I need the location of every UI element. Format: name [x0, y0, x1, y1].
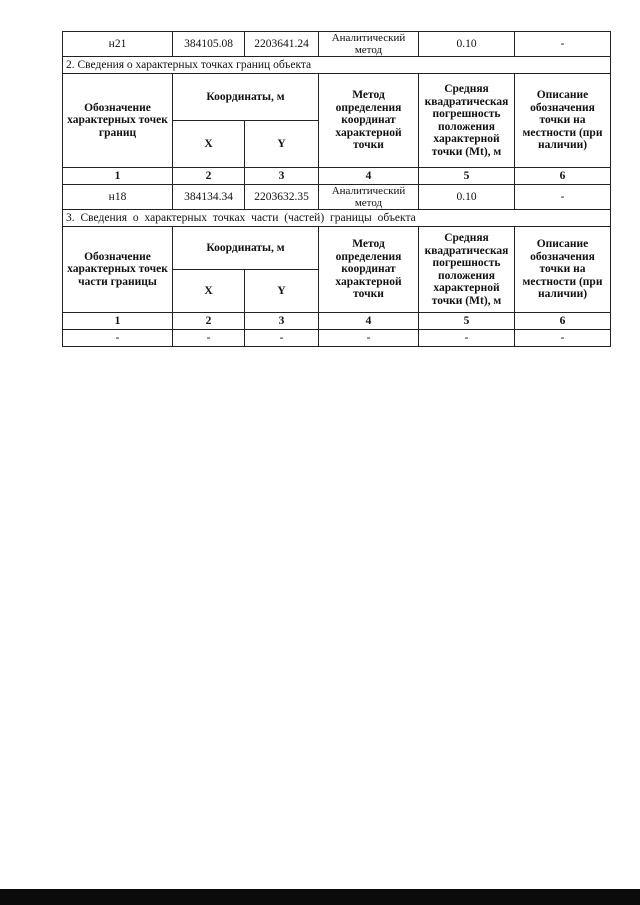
section-3-numbers-row — [63, 313, 611, 330]
designation-header: Обозначение характерных точек части границы — [63, 227, 173, 313]
page-top-strip — [0, 0, 640, 30]
point-id-cell: - — [63, 330, 173, 347]
column-number: 3 — [245, 168, 319, 185]
table-row — [63, 185, 611, 210]
document-sheet — [62, 31, 610, 347]
error-cell: 0.10 — [419, 185, 515, 210]
section-3-title-row — [63, 210, 611, 227]
x-header: X — [173, 270, 245, 313]
method-cell: Аналитический метод — [319, 185, 419, 210]
error-header: Средняя квадратическая погрешность положения характерной точки (Mt), м — [419, 227, 515, 313]
coords-header: Координаты, м — [173, 227, 319, 270]
error-cell: - — [419, 330, 515, 347]
description-cell: - — [515, 32, 611, 57]
section-2-title-row — [63, 57, 611, 74]
column-number: 4 — [319, 313, 419, 330]
scan-bottom-border — [0, 889, 640, 905]
y-header: Y — [245, 121, 319, 168]
point-id-cell: н18 — [63, 185, 173, 210]
y-header: Y — [245, 270, 319, 313]
point-id-cell: н21 — [63, 32, 173, 57]
column-number: 4 — [319, 168, 419, 185]
coords-header: Координаты, м — [173, 74, 319, 121]
column-number: 1 — [63, 168, 173, 185]
description-header: Описание обозначения точки на местности (при наличии) — [515, 74, 611, 168]
column-number: 5 — [419, 313, 515, 330]
column-number: 6 — [515, 168, 611, 185]
coord-y-cell: 2203632.35 — [245, 185, 319, 210]
coord-y-cell: 2203641.24 — [245, 32, 319, 57]
method-header: Метод определения координат характерной точки — [319, 74, 419, 168]
coord-x-cell: - — [173, 330, 245, 347]
description-cell: - — [515, 185, 611, 210]
x-header: X — [173, 121, 245, 168]
coord-x-cell: 384105.08 — [173, 32, 245, 57]
designation-header: Обозначение характерных точек границ — [63, 74, 173, 168]
table-row — [63, 330, 611, 347]
column-number: 2 — [173, 313, 245, 330]
coord-y-cell: - — [245, 330, 319, 347]
column-number: 6 — [515, 313, 611, 330]
method-cell: Аналитический метод — [319, 32, 419, 57]
coord-x-cell: 384134.34 — [173, 185, 245, 210]
section-2-numbers-row — [63, 168, 611, 185]
section-2-title: 2. Сведения о характерных точках границ объекта — [63, 57, 611, 74]
description-header: Описание обозначения точки на местности (при наличии) — [515, 227, 611, 313]
error-cell: 0.10 — [419, 32, 515, 57]
section-3-header-row — [63, 227, 611, 270]
error-header: Средняя квадратическая погрешность положения характерной точки (Mt), м — [419, 74, 515, 168]
column-number: 5 — [419, 168, 515, 185]
method-header: Метод определения координат характерной точки — [319, 227, 419, 313]
column-number: 2 — [173, 168, 245, 185]
section-3-title: 3. Сведения о характерных точках части (частей) границы объекта — [63, 210, 611, 227]
method-cell: - — [319, 330, 419, 347]
column-number: 1 — [63, 313, 173, 330]
points-table — [62, 31, 611, 347]
table-row — [63, 32, 611, 57]
column-number: 3 — [245, 313, 319, 330]
section-2-header-row — [63, 74, 611, 121]
description-cell: - — [515, 330, 611, 347]
